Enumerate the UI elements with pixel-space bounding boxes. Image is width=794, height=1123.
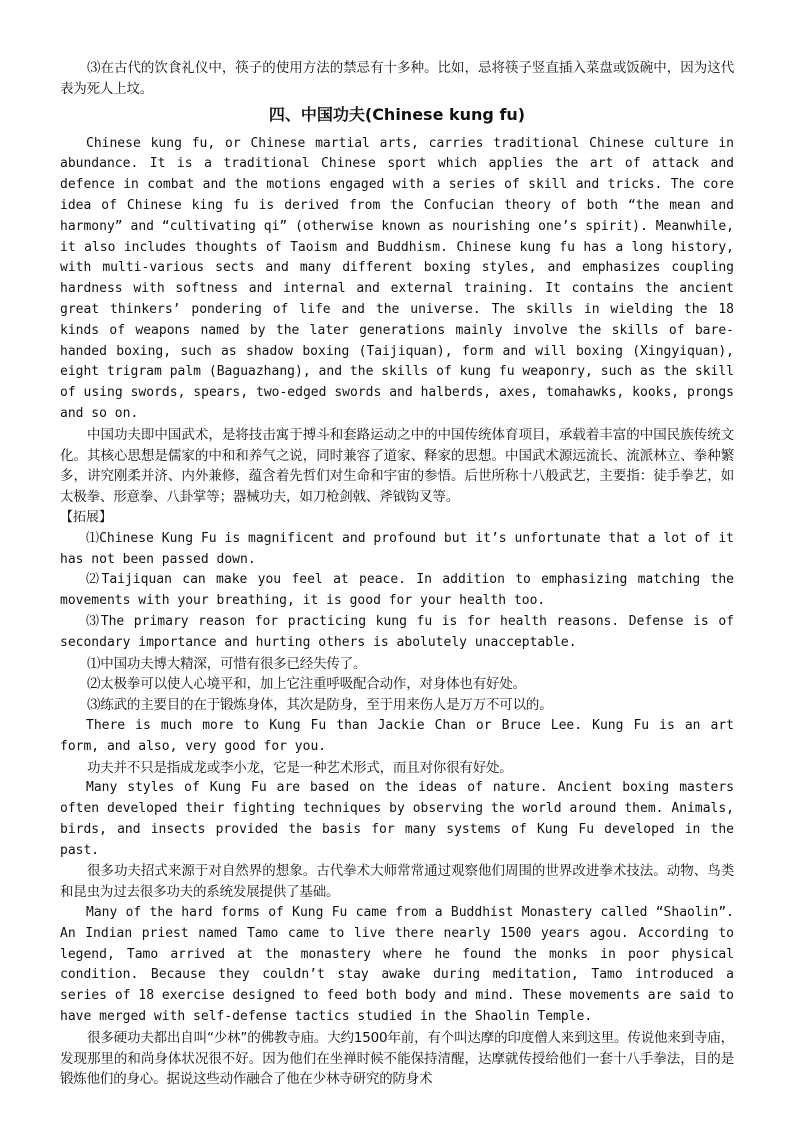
example-2-en: ⑵Taijiquan can make you feel at peace. In addition to emphasizing matching the movements with your breathing, it is good for your health too.: [60, 572, 734, 609]
example-1-en: ⑴Chinese Kung Fu is magnificent and profound but it’s unfortunate that a lot of it has not been passed down.: [60, 530, 734, 567]
example-3-zh: ⑶练武的主要目的在于锻炼身体，其次是防身，至于用来伤人是万万不可以的。: [87, 697, 553, 714]
example-3-en: ⑶The primary reason for practicing kung fu is for health reasons. Defense is of secondary importance and hurting others is abolutely unacceptable.: [60, 613, 734, 650]
paragraph-en-intro: Chinese kung fu, or Chinese martial arts, carries traditional Chinese culture in abundance. It is a traditional Chinese sport which applies the art of attack and defence in combat and the motions engaged with a series of skill and tricks. The core idea of Chinese king fu is derived from the Confucian theory of both “the mean and harmony” and “cultivating qi” (otherwise known as nourishing one’s spirit). Meanwhile, it also includes thoughts of Taoism and Buddhism. Chinese kung fu has a long history, with multi-various sects and many different boxing styles, and emphasizes coupling hardness with softness and internal and external training. It contains the ancient great thinkers’ pondering of life and the universe. The skills in wielding the 18 kinds of weapons named by the later generations mainly involve the skills of bare-handed boxing, such as shadow boxing (Taijiquan), form and will boxing (Xingyiquan), eight trigram palm (Baguazhang), and the skills of kung fu weaponry, such as the skill of using swords, spears, two-edged swords and halberds, axes, tomahawks, kooks, prongs and so on.: [60, 135, 734, 421]
paragraph-more-zh: 功夫并不只是指成龙或李小龙，它是一种艺术形式，而且对你很有好处。: [87, 759, 513, 776]
intro-item: ⑶在古代的饮食礼仪中，筷子的使用方法的禁忌有十多种。比如，忌将筷子竖直插入菜盘或饭碗中，因为这代表为死人上坟。: [60, 60, 734, 97]
expand-tag: 【拓展】: [60, 509, 113, 525]
document-page: [60, 58, 734, 1090]
paragraph-more-en: There is much more to Kung Fu than Jackie Chan or Bruce Lee. Kung Fu is an art form, and also, very good for you.: [60, 717, 734, 754]
example-1-zh: ⑴中国功夫博大精深，可惜有很多已经失传了。: [87, 655, 367, 672]
paragraph-shaolin-en: Many of the hard forms of Kung Fu came from a Buddhist Monastery called “Shaolin”. An Indian priest named Tamo came to live there nearly 1500 years agou. According to legend, Tamo arrived at the monastery where he found the monks in poor physical condition. Because they couldn’t stay awake during meditation, Tamo introduced a series of 18 exercise designed to feed both body and mind. These movements are said to have merged with self-defense tactics studied in the Shaolin Temple.: [60, 905, 734, 1025]
example-2-zh: ⑵太极拳可以使人心境平和，加上它注重呼吸配合动作，对身体也有好处。: [87, 676, 526, 693]
paragraph-styles-zh: 很多功夫招式来源于对自然界的想象。古代拳术大师常常通过观察他们周围的世界改进拳术技法。动物、鸟类和昆虫为过去很多功夫的系统发展提供了基础。: [60, 863, 734, 901]
paragraph-styles-en: Many styles of Kung Fu are based on the ideas of nature. Ancient boxing masters often developed their fighting techniques by observing the world around them. Animals, birds, and insects provided the basis for many systems of Kung Fu developed in the past.: [60, 780, 734, 858]
paragraph-zh-intro: 中国功夫即中国武术，是将技击寓于搏斗和套路运动之中的中国传统体育项目，承载着丰富的中国民族传统文化。其核心思想是儒家的中和和养气之说，同时兼容了道家、释家的思想。中国武术源远流长、流派林立、拳种繁多，讲究刚柔并济、内外兼修，蕴含着先哲们对生命和宇宙的参悟。后世所称十八般武艺，主要指：徒手拳艺，如太极拳、形意拳、八卦掌等；器械功夫，如刀枪剑戟、斧钺钩叉等。: [60, 426, 734, 506]
section-heading: 四、中国功夫(Chinese kung fu): [268, 104, 526, 124]
paragraph-shaolin-zh: 很多硬功夫都出自叫“少林”的佛教寺庙。大约1500年前，有个叫达摩的印度僧人来到这里。传说他来到寺庙，发现那里的和尚身体状况很不好。因为他们在坐禅时候不能保持清醒，达摩就传授给他们一套十八手拳法，目的是锻炼他们的身心。据说这些动作融合了他在少林寺研究的防身术: [60, 1029, 734, 1088]
